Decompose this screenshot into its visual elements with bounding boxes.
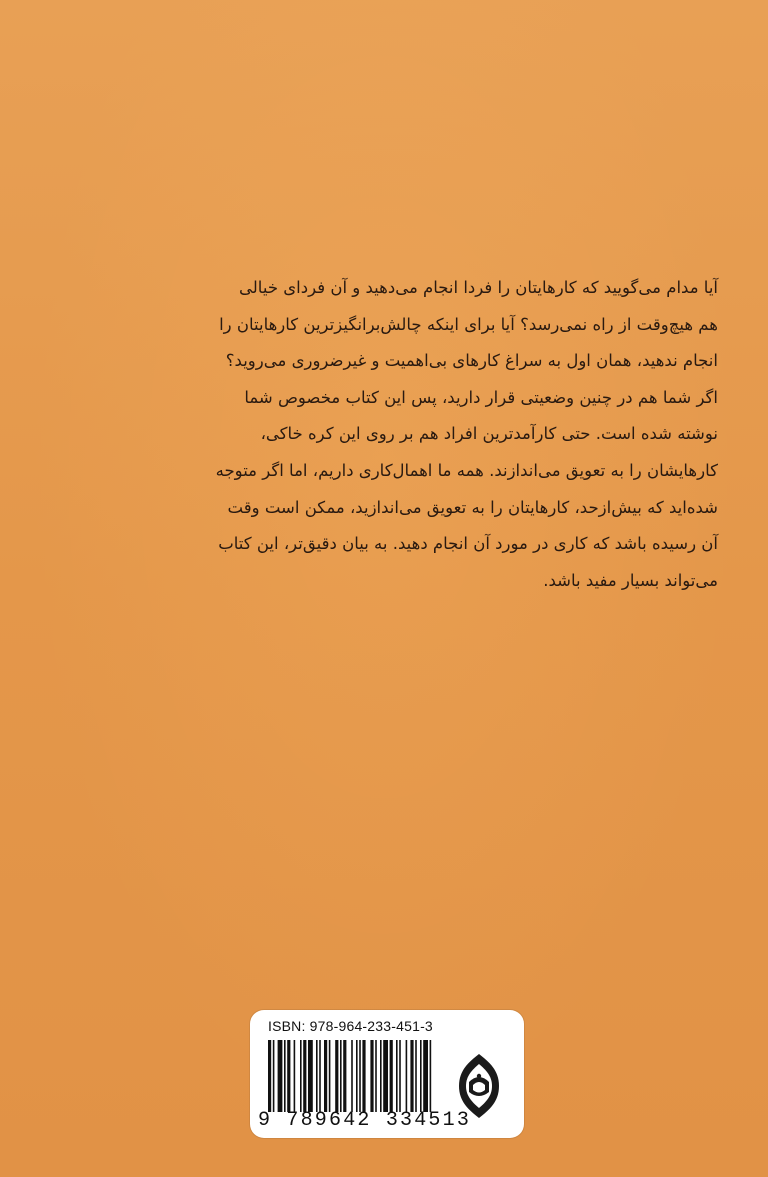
blurb-line: شده‌اید که بیش‌ازحد، کارهایتان را به تعویق می‌اندازید، ممکن است وقت [227, 497, 718, 517]
barcode-digits: 9 789642 334513 [258, 1109, 472, 1132]
blurb-line: آن رسیده باشد که کاری در مورد آن انجام دهید. به بیان دقیق‌تر، این کتاب [218, 534, 718, 554]
blurb-line: می‌تواند بسیار مفید باشد. [543, 570, 718, 590]
blurb-line: کارهایشان را به تعویق می‌اندازند. همه ما اهمال‌کاری داریم، اما اگر متوجه [215, 460, 718, 480]
blurb-line: هم هیچ‌وقت از راه نمی‌رسد؟ آیا برای اینکه چالش‌برانگیزترین کارهایتان را [219, 314, 718, 334]
blurb-line: نوشته شده است. حتی کارآمدترین افراد هم بر روی این کره خاکی، [260, 424, 718, 444]
blurb-text [118, 270, 718, 599]
publisher-logo-icon [455, 1052, 503, 1120]
isbn-label: ISBN: 978-964-233-451-3 [268, 1018, 433, 1034]
blurb-line: آیا مدام می‌گویید که کارهایتان را فردا انجام می‌دهید و آن فردای خیالی [239, 278, 718, 297]
blurb-line: اگر شما هم در چنین وضعیتی قرار دارید، پس این کتاب مخصوص شما [244, 387, 718, 407]
blurb-line: انجام ندهید، همان اول به سراغ کارهای بی‌اهمیت و غیرضروری می‌روید؟ [225, 351, 718, 371]
